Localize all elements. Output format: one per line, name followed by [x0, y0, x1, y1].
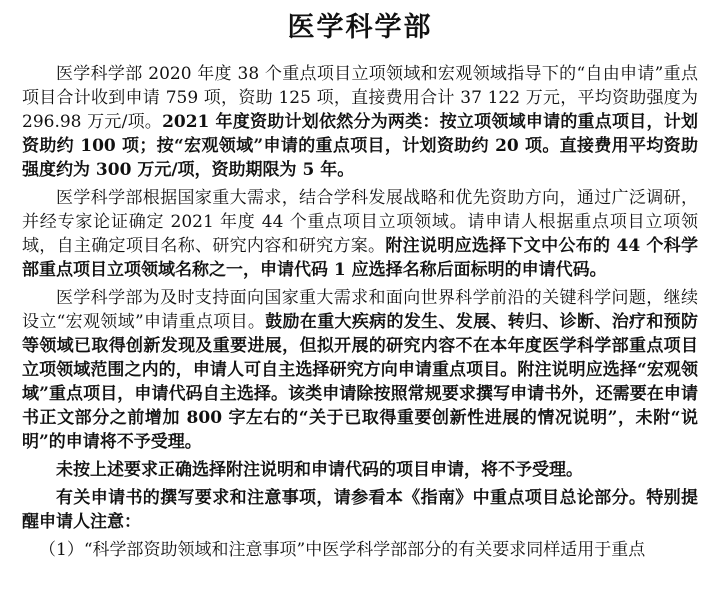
paragraph-bold-text: 鼓励在重大疾病的发生、发展、转归、诊断、治疗和预防等领域已取得创新发现及重要进展，但拟开展的研究内容不在本年度医学科学部重点项目立项领域范围之内的，申请人可自主选择研究方向申请重点项目。附注说明应选择“宏观领域”重点项目，申请代码自主选择。该类申请除按照常规要求撰写申请书外，还需要在申请书正文部分之前增加 800 字左右的“关于已取得重要创新性进展的情况说明”，未附“说明”的申请将不予受理。 [22, 312, 698, 452]
list-item-1: （1）“科学部资助领域和注意事项”中医学科学部部分的有关要求同样适用于重点 [39, 540, 646, 560]
paragraph-bold-text: 有关申请书的撰写要求和注意事项，请参看本《指南》中重点项目总论部分。特别提醒申请人注意： [22, 488, 698, 532]
paragraph-project-areas [22, 186, 698, 282]
paragraph-bold-text: 2021 年度资助计划依然分为两类：按立项领域申请的重点项目，计划资助约 100 项；按“宏观领域”申请的重点项目，计划资助约 20 项。直接费用平均资助强度约为 300 万元/项，资助期限为 5 年。 [22, 112, 698, 180]
paragraph-macro-field [22, 286, 698, 454]
paragraph-bold-text: 未按上述要求正确选择附注说明和申请代码的项目申请，将不予受理。 [56, 460, 583, 480]
page-title: 医学科学部 [287, 12, 433, 43]
paragraph-funding-summary [22, 62, 698, 182]
paragraph-writing-requirements [22, 486, 698, 534]
paragraph-text: 医学科学部根据国家重大需求，结合学科发展战略和优先资助方向，通过广泛调研，并经专家论证确定 2021 年度 44 个重点项目立项领域。请申请人根据重点项目立项领域，自主确定项目名称、研究内容和研究方案。 [22, 188, 698, 256]
paragraph-text: 医学科学部为及时支持面向国家重大需求和面向世界科学前沿的关键科学问题，继续设立“宏观领域”申请重点项目。 [22, 288, 698, 332]
paragraph-rejection-rule [22, 458, 698, 482]
paragraph-text: 医学科学部 2020 年度 38 个重点项目立项领域和宏观领域指导下的“自由申请”重点项目合计收到申请 759 项，资助 125 项，直接费用合计 37 122 万元，平均资助强度为 296.98 万元/项。 [22, 64, 698, 132]
paragraph-bold-text: 附注说明应选择下文中公布的 44 个科学部重点项目立项领域名称之一，申请代码 1 应选择名称后面标明的申请代码。 [22, 236, 698, 280]
